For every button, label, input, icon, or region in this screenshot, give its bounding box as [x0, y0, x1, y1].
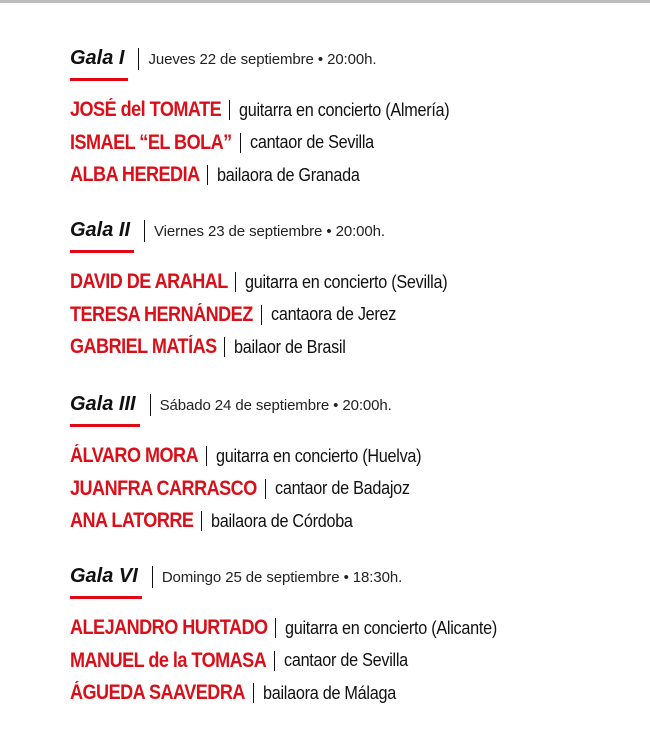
gala-section [70, 214, 630, 364]
gala-section [70, 388, 630, 538]
artist-list [70, 266, 630, 364]
artist-row [70, 159, 630, 192]
artist-separator [207, 165, 208, 185]
header-separator [152, 566, 153, 588]
artist-name: ALBA HEREDIA [70, 163, 200, 187]
artist-row [70, 505, 630, 538]
artist-separator [261, 305, 262, 325]
artist-name: GABRIEL MATÍAS [70, 335, 217, 359]
gala-title: Gala I [70, 46, 124, 73]
artist-row [70, 331, 630, 364]
artist-name: ÁGUEDA SAAVEDRA [70, 681, 245, 705]
artist-role: bailaor de Brasil [234, 336, 346, 357]
gala-date: Jueves 22 de septiembre • 20:00h. [148, 50, 377, 68]
artist-role: bailaora de Granada [217, 164, 360, 185]
artist-row [70, 94, 630, 127]
artist-row [70, 612, 630, 645]
gala-date: Viernes 23 de septiembre • 20:00h. [154, 222, 385, 240]
artist-row [70, 440, 630, 473]
header-separator [150, 394, 151, 416]
artist-separator [201, 511, 202, 531]
artist-name: ÁLVARO MORA [70, 444, 199, 468]
artist-role: cantaora de Jerez [271, 304, 397, 325]
artist-role: bailaora de Córdoba [210, 510, 353, 531]
artist-role: cantaor de Badajoz [274, 478, 410, 499]
artist-name: JOSÉ del TOMATE [70, 98, 222, 122]
artist-separator [275, 618, 276, 638]
gala-section [70, 42, 630, 192]
artist-separator [235, 272, 236, 292]
artist-role: cantaor de Sevilla [284, 650, 409, 671]
gala-date: Sábado 24 de septiembre • 20:00h. [159, 396, 392, 414]
artist-row [70, 127, 630, 160]
artist-role: guitarra en concierto (Alicante) [285, 617, 498, 638]
gala-header [70, 388, 630, 422]
artist-name: ISMAEL “EL BOLA” [70, 130, 232, 154]
artist-row [70, 645, 630, 678]
artist-role: guitarra en concierto (Almería) [238, 99, 450, 120]
artist-separator [274, 651, 275, 671]
artist-separator [240, 133, 241, 153]
gala-header [70, 42, 630, 76]
artist-role: guitarra en concierto (Sevilla) [245, 271, 448, 292]
artist-name: MANUEL de la TOMASA [70, 648, 267, 672]
header-separator [144, 220, 145, 242]
gala-section [70, 560, 630, 710]
artist-separator [253, 683, 254, 703]
artist-row [70, 473, 630, 506]
artist-separator [229, 100, 230, 120]
artist-role: guitarra en concierto (Huelva) [216, 445, 422, 466]
top-divider [0, 0, 650, 3]
artist-list [70, 440, 630, 538]
artist-separator [265, 479, 266, 499]
artist-name: ALEJANDRO HURTADO [70, 616, 268, 640]
artist-list [70, 94, 630, 192]
gala-title: Gala VI [70, 564, 138, 591]
header-separator [138, 48, 139, 70]
artist-row [70, 677, 630, 710]
artist-separator [206, 446, 207, 466]
artist-separator [224, 337, 225, 357]
gala-date: Domingo 25 de septiembre • 18:30h. [161, 568, 403, 586]
artist-name: JUANFRA CARRASCO [70, 476, 257, 500]
gala-header [70, 560, 630, 594]
artist-row [70, 266, 630, 299]
artist-name: ANA LATORRE [70, 509, 194, 533]
artist-row [70, 299, 630, 332]
artist-list [70, 612, 630, 710]
artist-name: TERESA HERNÁNDEZ [70, 302, 253, 326]
gala-header [70, 214, 630, 248]
gala-title: Gala III [70, 392, 136, 419]
artist-role: cantaor de Sevilla [249, 132, 374, 153]
gala-title: Gala II [70, 218, 130, 245]
artist-name: DAVID DE ARAHAL [70, 270, 228, 294]
artist-role: bailaora de Málaga [263, 682, 397, 703]
